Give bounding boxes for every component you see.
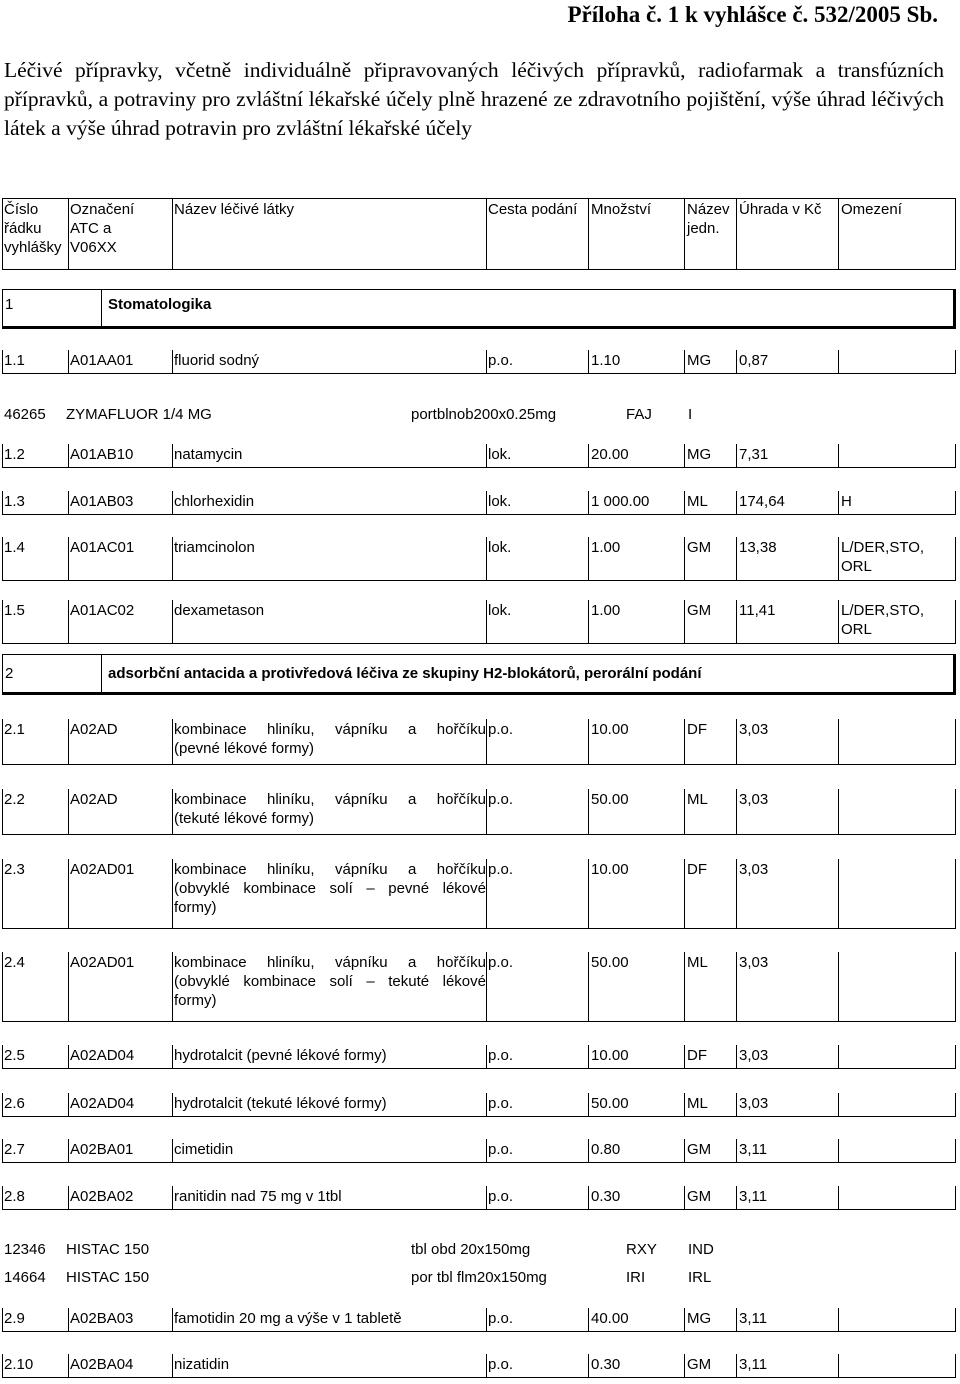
table-cell-box [838, 719, 956, 765]
row-line-number: 2.2 [4, 791, 25, 808]
header-unit-2: jedn. [687, 220, 720, 237]
row-route: lok. [488, 539, 512, 556]
row-reimbursement: 3,03 [739, 791, 769, 808]
row-substance-name: cimetidin [174, 1141, 234, 1158]
row-line-number: 1.5 [4, 602, 25, 619]
row-reimbursement: 3,11 [739, 1141, 768, 1158]
row-atc-code: A02AD04 [70, 1095, 135, 1112]
row-line-number: 2.9 [4, 1310, 25, 1327]
row-substance-name: formy) [174, 992, 217, 1009]
row-route: lok. [488, 446, 512, 463]
row-line-number: 1.3 [4, 493, 25, 510]
table-cell-box [838, 1354, 956, 1378]
row-atc-code: A01AB03 [70, 493, 134, 510]
row-atc-code: A01AB10 [70, 446, 134, 463]
row-substance-name: triamcinolon [174, 539, 255, 556]
row-line-number: 2.5 [4, 1047, 25, 1064]
section-number-1: 1 [5, 296, 14, 313]
row-atc-code: A02AD04 [70, 1047, 135, 1064]
row-substance-name: fluorid sodný [174, 352, 260, 369]
row-quantity: 50.00 [591, 791, 629, 808]
product-name: HISTAC 150 [66, 1269, 150, 1286]
row-unit: ML [687, 791, 708, 808]
row-unit: ML [687, 954, 708, 971]
row-substance-name: natamycin [174, 446, 243, 463]
row-unit: GM [687, 1141, 712, 1158]
row-route: p.o. [488, 954, 514, 971]
row-line-number: 2.4 [4, 954, 25, 971]
row-route: p.o. [488, 1141, 514, 1158]
product-holder: IRI [626, 1269, 646, 1286]
section-number-2: 2 [5, 665, 14, 682]
row-substance-name: ranitidin nad 75 mg v 1tbl [174, 1188, 342, 1205]
row-unit: ML [687, 493, 708, 510]
row-quantity: 1.00 [591, 602, 621, 619]
header-line-number-2: řádku [4, 220, 42, 237]
row-restriction: H [841, 493, 852, 510]
row-unit: GM [687, 602, 712, 619]
row-atc-code: A02BA03 [70, 1310, 134, 1327]
section-divider-1 [101, 290, 102, 327]
row-reimbursement: 3,03 [739, 1047, 769, 1064]
product-name: ZYMAFLUOR 1/4 MG [66, 406, 212, 423]
row-quantity: 0.80 [591, 1141, 621, 1158]
row-substance-name: (obvyklé kombinace solí – pevné lékové [174, 880, 486, 897]
header-line-number-3: vyhlášky [4, 239, 62, 256]
row-route: p.o. [488, 1310, 514, 1327]
section-name-1: Stomatologika [108, 296, 212, 313]
row-reimbursement: 11,41 [739, 602, 776, 619]
row-unit: DF [687, 1047, 707, 1064]
row-route: lok. [488, 493, 512, 510]
row-unit: GM [687, 1356, 712, 1373]
appendix-reference: Příloha č. 1 k vyhlášce č. 532/2005 Sb. [567, 2, 938, 27]
row-substance-name: kombinace hliníku, vápníku a hořčíku [174, 954, 486, 971]
row-substance-name: (obvyklé kombinace solí – tekuté lékové [174, 973, 486, 990]
header-atc-2: ATC a [70, 220, 112, 237]
row-reimbursement: 0,87 [739, 352, 769, 369]
header-restriction: Omezení [841, 201, 902, 218]
product-name: HISTAC 150 [66, 1241, 150, 1258]
row-substance-name: (tekuté lékové formy) [174, 810, 315, 827]
row-quantity: 10.00 [591, 861, 629, 878]
row-route: p.o. [488, 352, 514, 369]
header-unit-1: Název [687, 201, 730, 218]
row-reimbursement: 7,31 [739, 446, 769, 463]
row-substance-name: dexametason [174, 602, 265, 619]
row-route: p.o. [488, 1188, 514, 1205]
row-line-number: 2.3 [4, 861, 25, 878]
row-line-number: 1.4 [4, 539, 25, 556]
row-quantity: 40.00 [591, 1310, 629, 1327]
row-quantity: 50.00 [591, 954, 629, 971]
product-flag: I [688, 406, 693, 423]
row-substance-name: kombinace hliníku, vápníku a hořčíku [174, 861, 486, 878]
row-quantity: 20.00 [591, 446, 629, 463]
product-code: 12346 [4, 1241, 46, 1258]
row-reimbursement: 174,64 [739, 493, 785, 510]
section-name-2: adsorbční antacida a protivředová léčiva ze skupiny H2-blokátorů, perorální podání [108, 665, 702, 682]
row-restriction: L/DER,STO, [841, 539, 925, 556]
row-substance-name: chlorhexidin [174, 493, 255, 510]
product-form: por tbl flm20x150mg [411, 1269, 547, 1286]
row-substance-name: hydrotalcit (tekuté lékové formy) [174, 1095, 387, 1112]
row-reimbursement: 3,03 [739, 954, 769, 971]
row-line-number: 1.2 [4, 446, 25, 463]
row-atc-code: A01AA01 [70, 352, 134, 369]
row-route: p.o. [488, 1356, 514, 1373]
product-form: portblnob200x0.25mg [411, 406, 557, 423]
table-cell-box [838, 444, 956, 468]
header-atc-1: Označení [70, 201, 135, 218]
row-route: p.o. [488, 1095, 514, 1112]
table-cell-box [838, 1093, 956, 1117]
row-line-number: 2.10 [4, 1356, 34, 1373]
table-cell-box [838, 1308, 956, 1332]
section-divider-2 [101, 655, 102, 693]
row-reimbursement: 13,38 [739, 539, 777, 556]
row-substance-name: (pevné lékové formy) [174, 740, 315, 757]
row-unit: DF [687, 721, 707, 738]
document-title: Léčivé přípravky, včetně individuálně připravovaných léčivých přípravků, radiofarmak a transfúzních přípravků, a potraviny pro zvláštní lékařské účely plně hrazené ze zdravotního pojištění, výše úhrad léčivých látek a výše úhrad potravin pro zvláštní lékařské účely [4, 58, 944, 140]
row-unit: ML [687, 1095, 708, 1112]
table-cell-box [838, 789, 956, 835]
header-reimbursement: Úhrada v Kč [739, 201, 822, 218]
row-atc-code: A01AC01 [70, 539, 135, 556]
row-reimbursement: 3,03 [739, 861, 769, 878]
row-line-number: 2.1 [4, 721, 25, 738]
row-route: p.o. [488, 721, 514, 738]
row-route: p.o. [488, 1047, 514, 1064]
header-line-number-1: Číslo [4, 201, 39, 218]
row-atc-code: A02AD [70, 721, 118, 738]
table-cell-box [838, 952, 956, 1022]
row-atc-code: A02BA04 [70, 1356, 134, 1373]
header-atc-3: V06XX [70, 239, 117, 256]
row-unit: GM [687, 539, 712, 556]
row-reimbursement: 3,11 [739, 1356, 768, 1373]
table-cell-box [838, 1139, 956, 1163]
row-restriction-cont: ORL [841, 621, 872, 638]
row-quantity: 10.00 [591, 721, 629, 738]
table-cell-box [838, 491, 956, 515]
product-form: tbl obd 20x150mg [411, 1241, 531, 1258]
row-reimbursement: 3,11 [739, 1310, 768, 1327]
row-line-number: 2.7 [4, 1141, 25, 1158]
header-route: Cesta podání [488, 201, 578, 218]
header-quantity: Množství [591, 201, 652, 218]
row-unit: MG [687, 446, 712, 463]
table-cell-box [838, 859, 956, 929]
row-substance-name: kombinace hliníku, vápníku a hořčíku [174, 721, 486, 738]
row-quantity: 0.30 [591, 1188, 621, 1205]
row-unit: GM [687, 1188, 712, 1205]
row-unit: DF [687, 861, 707, 878]
row-atc-code: A02AD [70, 791, 118, 808]
table-cell-box [838, 1186, 956, 1210]
row-quantity: 0.30 [591, 1356, 621, 1373]
row-line-number: 1.1 [4, 352, 25, 369]
row-atc-code: A02BA01 [70, 1141, 134, 1158]
product-flag: IRL [688, 1269, 712, 1286]
row-unit: MG [687, 1310, 712, 1327]
header-substance-name: Název léčivé látky [174, 201, 295, 218]
row-substance-name: formy) [174, 899, 217, 916]
table-cell-box [838, 350, 956, 374]
row-restriction: L/DER,STO, [841, 602, 925, 619]
product-code: 46265 [4, 406, 46, 423]
row-restriction-cont: ORL [841, 558, 872, 575]
product-flag: IND [688, 1241, 714, 1258]
product-code: 14664 [4, 1269, 46, 1286]
row-substance-name: hydrotalcit (pevné lékové formy) [174, 1047, 387, 1064]
row-unit: MG [687, 352, 712, 369]
row-quantity: 1.00 [591, 539, 621, 556]
row-substance-name: kombinace hliníku, vápníku a hořčíku [174, 791, 486, 808]
row-atc-code: A02AD01 [70, 954, 135, 971]
row-line-number: 2.6 [4, 1095, 25, 1112]
table-cell-box [838, 1045, 956, 1069]
row-atc-code: A02BA02 [70, 1188, 134, 1205]
row-reimbursement: 3,03 [739, 721, 769, 738]
product-holder: FAJ [626, 406, 652, 423]
row-quantity: 50.00 [591, 1095, 629, 1112]
row-substance-name: nizatidin [174, 1356, 230, 1373]
row-route: lok. [488, 602, 512, 619]
row-route: p.o. [488, 861, 514, 878]
product-holder: RXY [626, 1241, 657, 1258]
row-reimbursement: 3,03 [739, 1095, 769, 1112]
row-quantity: 10.00 [591, 1047, 629, 1064]
row-atc-code: A01AC02 [70, 602, 135, 619]
row-substance-name: famotidin 20 mg a výše v 1 tabletě [174, 1310, 402, 1327]
row-quantity: 1 000.00 [591, 493, 650, 510]
row-quantity: 1.10 [591, 352, 621, 369]
row-line-number: 2.8 [4, 1188, 25, 1205]
row-reimbursement: 3,11 [739, 1188, 768, 1205]
row-atc-code: A02AD01 [70, 861, 135, 878]
row-route: p.o. [488, 791, 514, 808]
